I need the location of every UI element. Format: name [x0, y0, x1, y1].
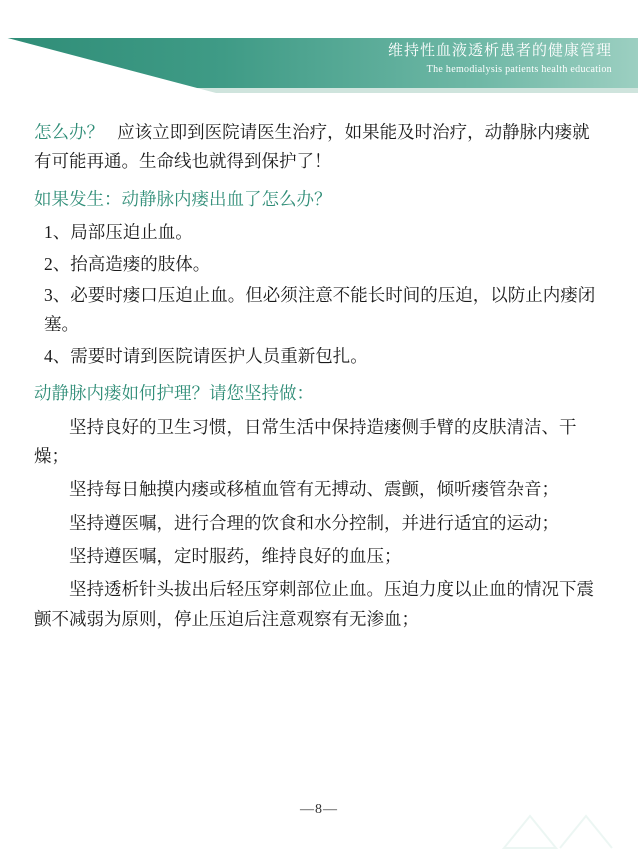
header-titles — [388, 42, 612, 76]
header-title-cn: 维持性血液透析患者的健康管理 — [387, 43, 612, 59]
intro-text: 应该立即到医院请医生治疗，如果能及时治疗，动静脉内瘘就有可能再通。生命线也就得到保护了！ — [34, 122, 590, 172]
care-paragraph: 坚持良好的卫生习惯，日常生活中保持造瘘侧手臂的皮肤清洁、干燥； — [34, 416, 577, 466]
list-item: 2、抬高造瘘的肢体。 — [44, 253, 211, 274]
page-number: —8— — [300, 802, 338, 817]
page-header — [0, 0, 638, 100]
care-paragraph: 坚持透析针头拔出后轻压穿刺部位止血。压迫力度以止血的情况下震颤不减弱为原则，停止压迫后注意观察有无渗血； — [34, 579, 594, 629]
list-item: 3、必要时瘘口压迫止血。但必须注意不能长时间的压迫，以防止内瘘闭塞。 — [44, 284, 596, 335]
header-wedge-decoration — [0, 36, 260, 98]
document-body — [0, 100, 638, 634]
care-paragraph: 坚持每日触摸内瘘或移植血管有无搏动、震颤，倾听瘘管杂音； — [69, 479, 559, 500]
intro-lead: 怎么办？ — [34, 122, 104, 142]
care-paragraph: 坚持遵医嘱，定时服药，维持良好的血压； — [69, 546, 402, 567]
section1-heading: 如果发生：动静脉内瘘出血了怎么办？ — [34, 188, 332, 209]
list-item: 1、局部压迫止血。 — [44, 222, 193, 243]
intro-paragraph — [34, 118, 604, 177]
header-title-en: The hemodialysis patients health education — [426, 63, 612, 75]
care-paragraph: 坚持遵医嘱，进行合理的饮食和水分控制，并进行适宜的运动； — [69, 512, 559, 533]
list-item: 4、需要时请到医院请医护人员重新包扎。 — [44, 345, 368, 366]
section2-heading: 动静脉内瘘如何护理？请您坚持做： — [34, 383, 314, 404]
watermark-decoration — [500, 808, 620, 854]
